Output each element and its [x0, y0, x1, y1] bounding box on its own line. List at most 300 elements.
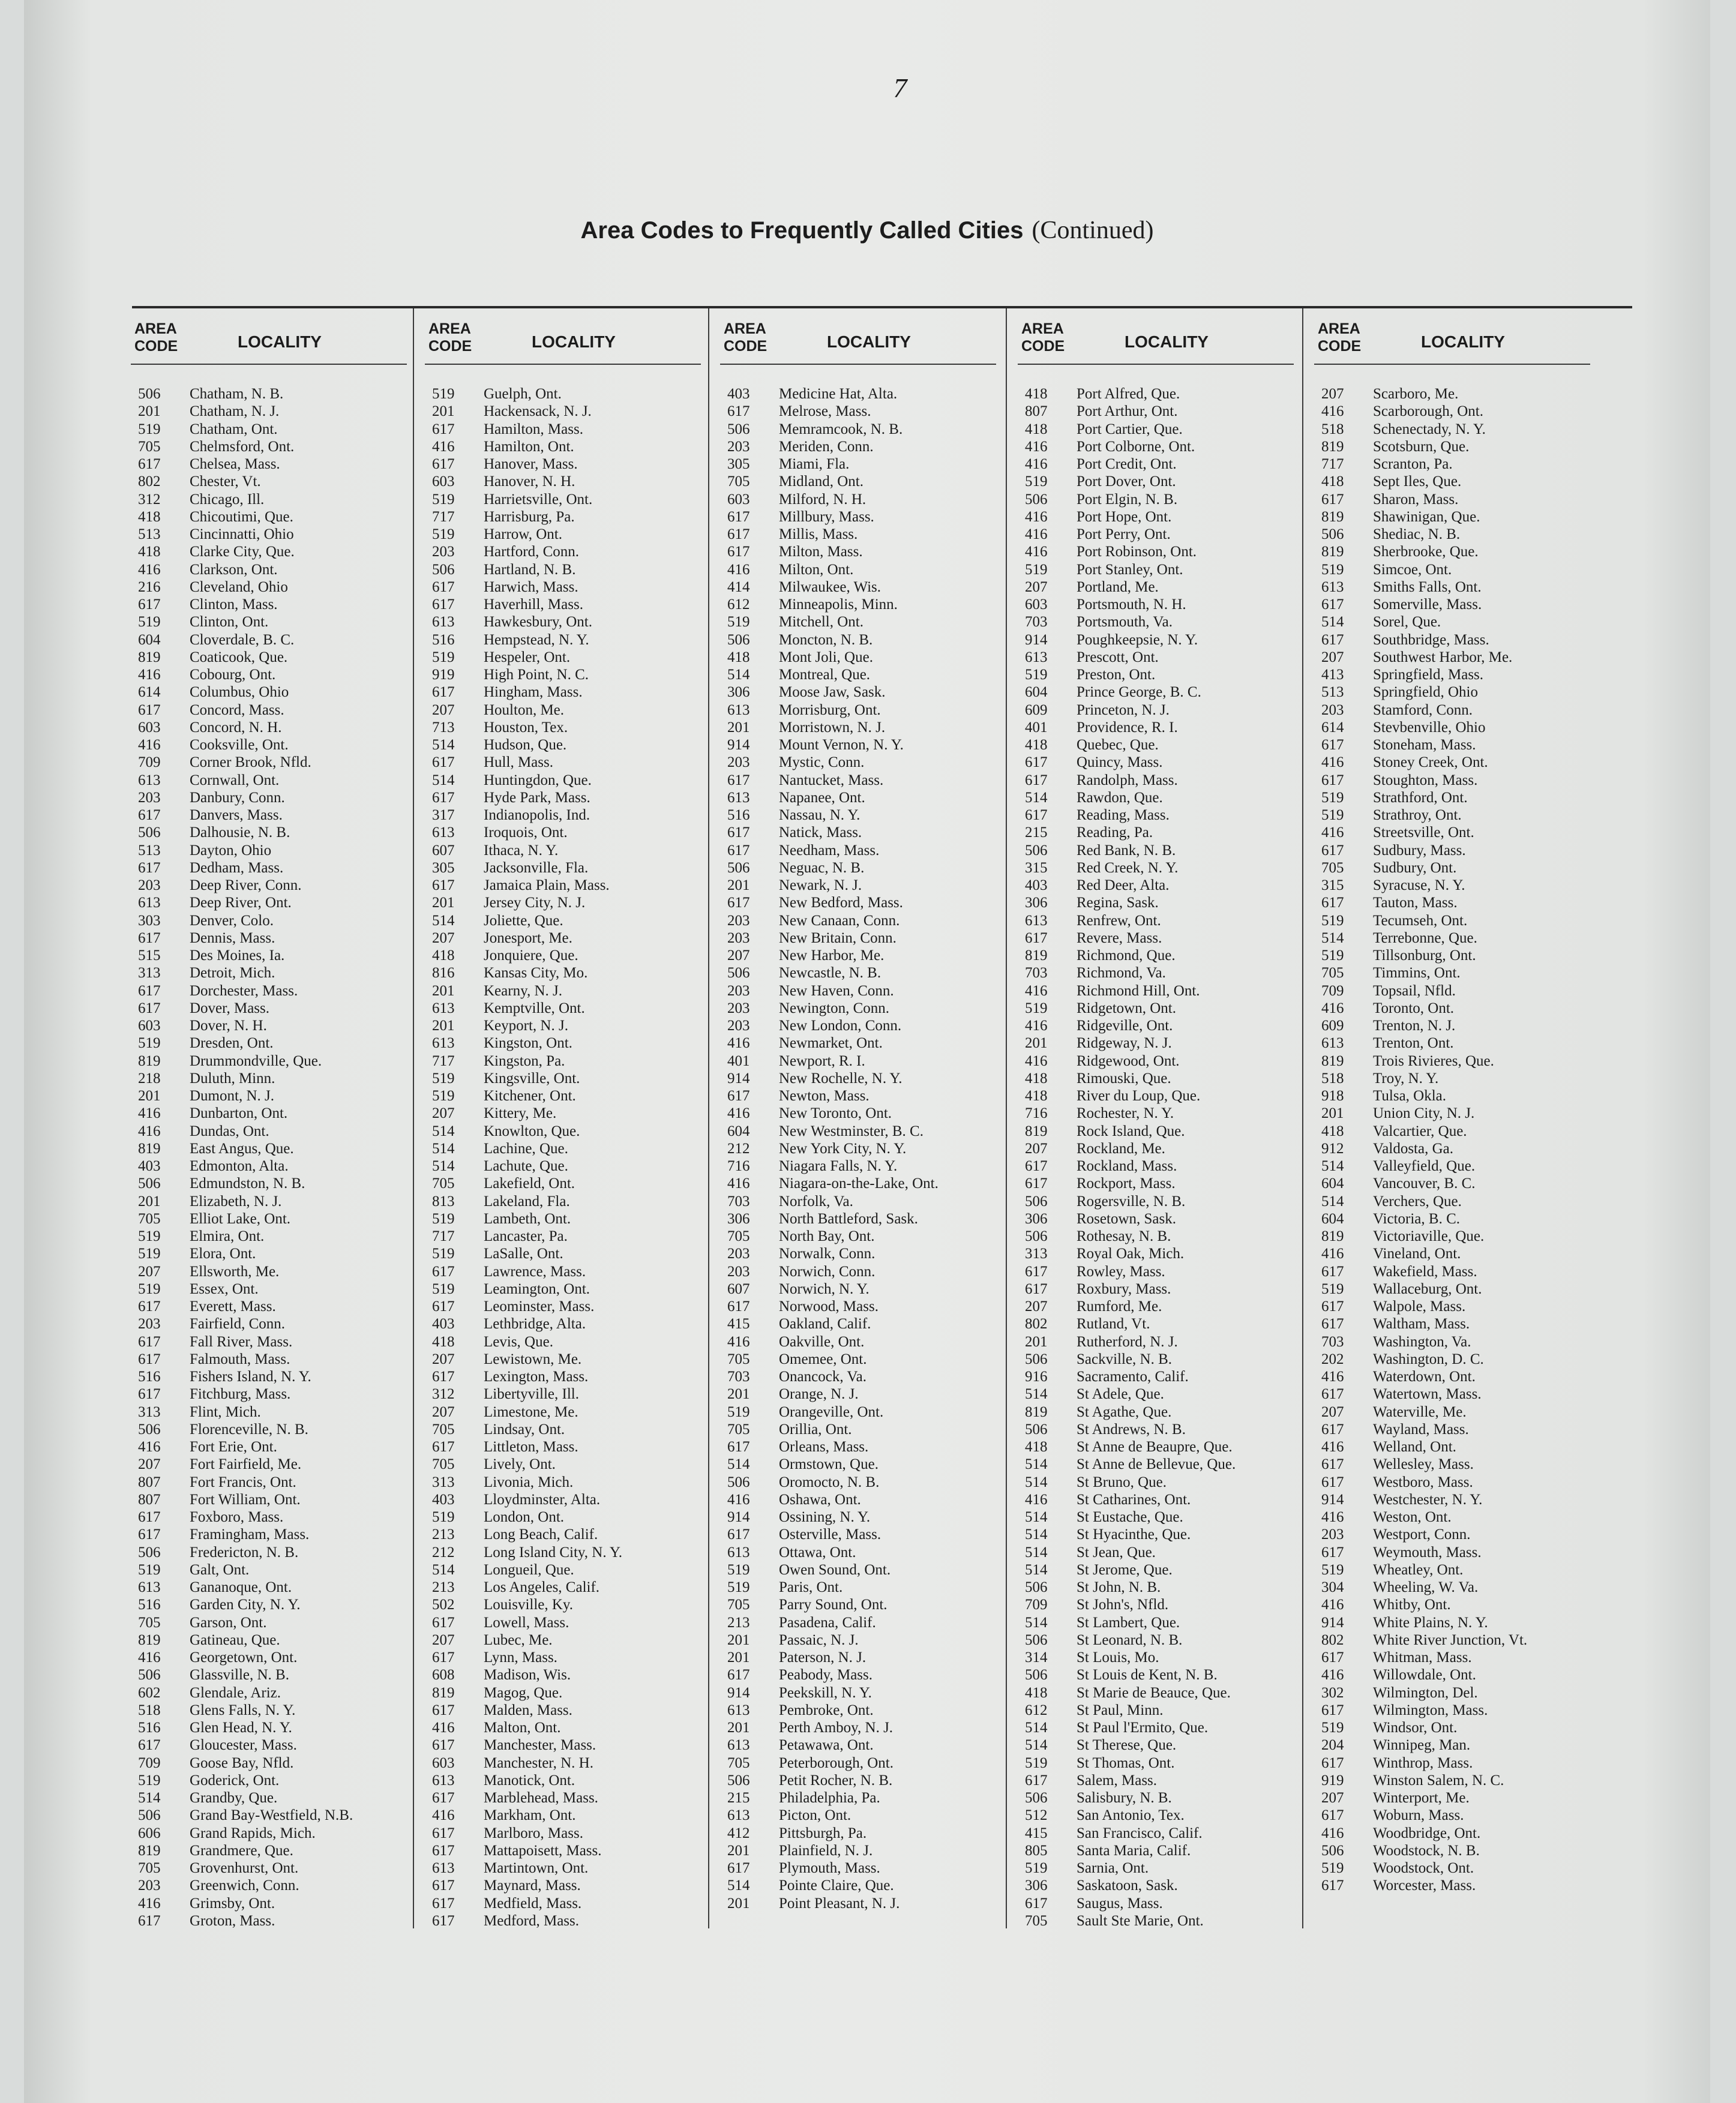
area-code: 514: [727, 1877, 750, 1894]
locality: Whitman, Mass.: [1373, 1649, 1472, 1666]
list-item: [1018, 491, 1315, 508]
locality: Lloydminster, Alta.: [484, 1491, 601, 1508]
locality: Jacksonville, Fla.: [484, 859, 589, 876]
locality: Southbridge, Mass.: [1373, 631, 1489, 648]
locality: Valdosta, Ga.: [1373, 1140, 1453, 1157]
list-item: [1018, 947, 1315, 964]
locality: New Toronto, Ont.: [779, 1105, 892, 1122]
locality: Mont Joli, Que.: [779, 649, 873, 665]
locality: Essex, Ont.: [190, 1280, 259, 1297]
list-item: [131, 1298, 428, 1315]
area-code: 416: [1025, 982, 1048, 999]
area-code: 519: [138, 1246, 161, 1262]
locality: Chatham, N. B.: [190, 386, 284, 402]
area-code: 519: [138, 614, 161, 631]
page-title: [24, 216, 1710, 245]
list-item: [1314, 1579, 1611, 1596]
locality: St Thomas, Ont.: [1077, 1754, 1175, 1771]
area-code: 617: [1025, 1158, 1048, 1174]
column-header-rule: [1314, 364, 1590, 365]
locality: Winnipeg, Man.: [1373, 1737, 1471, 1754]
area-code: 716: [727, 1158, 750, 1174]
locality: Smiths Falls, Ont.: [1373, 578, 1482, 595]
list-item: [1314, 421, 1611, 438]
area-code: 201: [432, 403, 455, 420]
area-code: 617: [1025, 929, 1048, 946]
locality: Whitby, Ont.: [1373, 1597, 1451, 1613]
area-code: 207: [1025, 578, 1048, 595]
area-code: 416: [138, 1895, 161, 1912]
area-code: 816: [432, 965, 455, 982]
locality: Strathroy, Ont.: [1373, 807, 1462, 823]
area-code: 617: [138, 1298, 161, 1315]
list-item: [720, 491, 1017, 508]
list-item: [1314, 1280, 1611, 1298]
area-code: 603: [1025, 596, 1048, 613]
locality: Hanover, N. H.: [484, 473, 575, 490]
locality: Port Alfred, Que.: [1077, 386, 1180, 402]
area-code: 215: [1025, 824, 1048, 841]
list-item: [425, 877, 722, 894]
list-item: [1314, 1210, 1611, 1228]
column-2: [425, 308, 722, 1928]
area-code: 403: [432, 1491, 455, 1508]
list-item: [131, 1034, 428, 1052]
locality: Dorchester, Mass.: [190, 982, 298, 999]
locality: St Andrews, N. B.: [1077, 1421, 1186, 1438]
list-item: [1314, 1421, 1611, 1438]
list-item: [1314, 1052, 1611, 1070]
area-code: 418: [1025, 737, 1048, 753]
list-item: [1314, 1474, 1611, 1491]
area-code: 819: [1025, 1403, 1048, 1420]
list-item: [425, 1000, 722, 1017]
area-code: 617: [138, 1526, 161, 1543]
list-item: [131, 1614, 428, 1631]
locality: Port Arthur, Ont.: [1077, 403, 1178, 420]
list-item: [720, 1000, 1017, 1017]
area-code: 506: [1025, 491, 1048, 508]
locality: Grimsby, Ont.: [190, 1895, 275, 1912]
list-item: [131, 1333, 428, 1351]
column-header-rule: [720, 364, 996, 365]
locality: Saskatoon, Sask.: [1077, 1877, 1178, 1894]
locality: Red Deer, Alta.: [1077, 877, 1170, 893]
list-item: [720, 1508, 1017, 1526]
area-code: 203: [727, 912, 750, 929]
area-code: 506: [1025, 1790, 1048, 1806]
list-item: [720, 719, 1017, 736]
list-item: [425, 982, 722, 1000]
area-code: 614: [1321, 719, 1344, 736]
area-code: 207: [432, 1351, 455, 1367]
locality: Millbury, Mass.: [779, 508, 874, 525]
area-code: 617: [1321, 1421, 1344, 1438]
list-item: [1018, 1544, 1315, 1561]
area-code: 617: [1321, 491, 1344, 508]
locality: Dumont, N. J.: [190, 1088, 274, 1104]
locality: Harrow, Ont.: [484, 526, 562, 542]
area-code: 518: [138, 1702, 161, 1718]
list-item: [1314, 438, 1611, 455]
locality: Fort Francis, Ont.: [190, 1474, 296, 1490]
locality: London, Ont.: [484, 1509, 565, 1525]
list-item: [131, 1895, 428, 1912]
area-code: 705: [138, 438, 161, 455]
list-item: [131, 1245, 428, 1262]
locality: Hull, Mass.: [484, 754, 553, 771]
list-item: [1314, 1614, 1611, 1631]
list-item: [1314, 1596, 1611, 1613]
list-item: [1018, 1789, 1315, 1807]
area-code: 518: [1321, 421, 1344, 437]
area-code: 514: [1025, 1456, 1048, 1473]
area-code: 617: [1321, 1702, 1344, 1718]
list-item: [720, 1666, 1017, 1684]
locality: New Westminster, B. C.: [779, 1123, 924, 1139]
locality: Renfrew, Ont.: [1077, 912, 1161, 929]
list-item: [720, 1561, 1017, 1579]
locality: Chicago, Ill.: [190, 491, 265, 508]
area-code: 717: [1321, 456, 1344, 472]
locality: Edmundston, N. B.: [190, 1175, 305, 1192]
list-item: [720, 438, 1017, 455]
list-item: [1314, 1245, 1611, 1262]
locality: Scarborough, Ont.: [1373, 403, 1483, 420]
area-code: 416: [1025, 508, 1048, 525]
list-item: [1314, 789, 1611, 806]
list-item: [1314, 631, 1611, 649]
column-divider: [708, 308, 709, 1928]
locality: Dedham, Mass.: [190, 859, 284, 876]
locality: Cleveland, Ohio: [190, 578, 288, 595]
locality: Columbus, Ohio: [190, 684, 289, 701]
list-item: [720, 1333, 1017, 1351]
locality: Houston, Tex.: [484, 719, 568, 736]
list-item: [1018, 964, 1315, 982]
list-item: [131, 1456, 428, 1473]
area-code: 413: [1321, 667, 1344, 683]
list-item: [1018, 1070, 1315, 1087]
list-item: [425, 578, 722, 596]
locality: Lewistown, Me.: [484, 1351, 582, 1367]
area-code: 617: [1025, 1280, 1048, 1297]
area-code: 617: [432, 1649, 455, 1666]
locality: Plainfield, N. J.: [779, 1842, 873, 1859]
locality: Grandmere, Que.: [190, 1842, 293, 1859]
area-code: 306: [1025, 895, 1048, 911]
locality: Fall River, Mass.: [190, 1333, 293, 1350]
locality: Des Moines, Ia.: [190, 947, 285, 964]
locality: Sackville, N. B.: [1077, 1351, 1173, 1367]
area-code: 519: [1321, 1561, 1344, 1578]
locality: Everett, Mass.: [190, 1298, 276, 1315]
area-code: 201: [727, 1386, 750, 1403]
area-code: 416: [1321, 824, 1344, 841]
locality: Tauton, Mass.: [1373, 895, 1458, 911]
list-item: [1018, 982, 1315, 1000]
area-code: 506: [1025, 842, 1048, 859]
area-code: 201: [138, 1193, 161, 1210]
locality: Kitchener, Ont.: [484, 1088, 576, 1104]
list-item: [1314, 385, 1611, 403]
locality: Pointe Claire, Que.: [779, 1877, 894, 1894]
area-code: 514: [1321, 1193, 1344, 1210]
list-item: [1314, 929, 1611, 947]
area-code-header: AREA CODE: [724, 320, 767, 355]
locality: Royal Oak, Mich.: [1077, 1246, 1185, 1262]
area-code: 207: [432, 929, 455, 946]
locality: Providence, R. I.: [1077, 719, 1178, 736]
area-code: 412: [727, 1825, 750, 1841]
list-item: [1018, 1825, 1315, 1842]
locality: Long Beach, Calif.: [484, 1526, 598, 1543]
list-item: [1018, 1736, 1315, 1754]
locality: Sharon, Mass.: [1373, 491, 1459, 508]
locality: Newark, N. J.: [779, 877, 862, 893]
list-item: [425, 1368, 722, 1385]
list-item: [720, 578, 1017, 596]
locality: St John, N. B.: [1077, 1579, 1161, 1595]
list-item: [1314, 1719, 1611, 1736]
locality: Joliette, Que.: [484, 912, 563, 929]
locality: Washington, Va.: [1373, 1333, 1471, 1350]
list-item: [720, 1474, 1017, 1491]
locality: Cooksville, Ont.: [190, 737, 289, 753]
area-code: 207: [1321, 1403, 1344, 1420]
area-code: 613: [138, 772, 161, 788]
locality: White Plains, N. Y.: [1373, 1614, 1488, 1631]
locality: Wakefield, Mass.: [1373, 1263, 1477, 1280]
area-code: 506: [1025, 1193, 1048, 1210]
list-item: [1018, 719, 1315, 736]
list-item: [425, 1298, 722, 1315]
locality: Wheeling, W. Va.: [1373, 1579, 1479, 1595]
list-item: [720, 947, 1017, 964]
list-item: [131, 683, 428, 701]
area-code: 705: [1025, 1912, 1048, 1929]
locality: Hamilton, Ont.: [484, 438, 574, 455]
area-code: 418: [138, 544, 161, 560]
locality: Jamaica Plain, Mass.: [484, 877, 610, 893]
locality: Clarkson, Ont.: [190, 561, 278, 578]
locality: Rock Island, Que.: [1077, 1123, 1185, 1139]
area-code: 416: [727, 561, 750, 578]
list-item: [425, 1421, 722, 1438]
locality: Omemee, Ont.: [779, 1351, 867, 1367]
title-continued: (Continued): [1032, 217, 1154, 244]
list-item: [425, 1351, 722, 1368]
list-item: [1314, 1315, 1611, 1333]
locality: Levis, Que.: [484, 1333, 553, 1350]
list-item: [1314, 1140, 1611, 1157]
locality: Niagara Falls, N. Y.: [779, 1158, 898, 1174]
list-item: [131, 1351, 428, 1368]
locality: St Anne de Beaupre, Que.: [1077, 1439, 1233, 1455]
list-item: [1314, 613, 1611, 631]
area-code: 617: [138, 1333, 161, 1350]
locality: Chester, Vt.: [190, 473, 261, 490]
locality: Guelph, Ont.: [484, 386, 562, 402]
area-code: 519: [727, 1403, 750, 1420]
list-item: [1018, 1333, 1315, 1351]
locality: Tillsonburg, Ont.: [1373, 947, 1476, 964]
locality: Norwich, N. Y.: [779, 1280, 870, 1297]
locality: St Hyacinthe, Que.: [1077, 1526, 1191, 1543]
area-code: 613: [1025, 912, 1048, 929]
area-code: 416: [1025, 1052, 1048, 1069]
locality: Concord, Mass.: [190, 701, 284, 718]
area-code: 418: [727, 649, 750, 665]
area-code: 313: [1025, 1246, 1048, 1262]
area-code: 819: [1321, 508, 1344, 525]
list-item: [1018, 1315, 1315, 1333]
list-item: [425, 543, 722, 560]
list-item: [1018, 789, 1315, 806]
area-code: 416: [727, 1491, 750, 1508]
locality: St Jerome, Que.: [1077, 1561, 1173, 1578]
list-item: [720, 1052, 1017, 1070]
area-code: 201: [1025, 1035, 1048, 1052]
list-item: [425, 1719, 722, 1736]
list-item: [425, 1456, 722, 1473]
area-code: 805: [1025, 1842, 1048, 1859]
list-item: [1018, 473, 1315, 490]
locality: Simcoe, Ont.: [1373, 561, 1452, 578]
locality: Fairfield, Conn.: [190, 1316, 286, 1333]
area-code: 617: [1025, 772, 1048, 788]
locality: Preston, Ont.: [1077, 667, 1156, 683]
locality: Wheatley, Ont.: [1373, 1561, 1464, 1578]
list-item: [1018, 806, 1315, 824]
locality: Manchester, Mass.: [484, 1737, 596, 1754]
area-code: 514: [727, 667, 750, 683]
locality: Stoughton, Mass.: [1373, 772, 1478, 788]
area-code: 717: [432, 508, 455, 525]
list-item: [1314, 1544, 1611, 1561]
area-code: 207: [138, 1456, 161, 1473]
list-item: [1018, 1649, 1315, 1666]
area-code: 914: [1025, 631, 1048, 648]
area-code: 617: [432, 1439, 455, 1455]
list-item: [131, 1000, 428, 1017]
list-item: [425, 1315, 722, 1333]
area-code: 617: [432, 456, 455, 472]
area-code: 519: [432, 386, 455, 402]
list-item: [1314, 1649, 1611, 1666]
area-code: 617: [1321, 1754, 1344, 1771]
locality: Vineland, Ont.: [1373, 1246, 1461, 1262]
list-item: [131, 842, 428, 859]
locality: Jersey City, N. J.: [484, 895, 586, 911]
column-header: [1314, 308, 1611, 368]
locality: Rutherford, N. J.: [1077, 1333, 1178, 1350]
area-code: 207: [432, 1631, 455, 1648]
list-item: [425, 1702, 722, 1719]
area-code: 416: [138, 737, 161, 753]
list-item: [1314, 1842, 1611, 1859]
locality: Cornwall, Ont.: [190, 772, 280, 788]
locality: Richmond Hill, Ont.: [1077, 982, 1200, 999]
area-code: 617: [1321, 772, 1344, 788]
area-code: 203: [727, 1263, 750, 1280]
area-code: 506: [1321, 1842, 1344, 1859]
locality: Hyde Park, Mass.: [484, 789, 590, 806]
area-code: 519: [138, 1035, 161, 1052]
locality: Reading, Pa.: [1077, 824, 1153, 841]
area-code: 201: [138, 1088, 161, 1104]
area-code: 207: [1321, 649, 1344, 665]
area-code: 519: [432, 649, 455, 665]
list-item: [1018, 683, 1315, 701]
list-item: [131, 912, 428, 929]
list-item: [425, 947, 722, 964]
list-item: [425, 438, 722, 455]
locality: Lachute, Que.: [484, 1158, 568, 1174]
list-item: [1018, 666, 1315, 683]
area-code: 416: [432, 1807, 455, 1824]
list-item: [425, 508, 722, 526]
list-item: [131, 543, 428, 560]
area-code: 418: [1025, 386, 1048, 402]
area-code: 617: [432, 1298, 455, 1315]
area-code: 617: [727, 1298, 750, 1315]
area-code: 401: [1025, 719, 1048, 736]
list-item: [131, 1403, 428, 1421]
area-code: 613: [432, 1772, 455, 1789]
locality: Harrisburg, Pa.: [484, 508, 575, 525]
area-code: 514: [1025, 1544, 1048, 1561]
area-code-header: AREA CODE: [134, 320, 178, 355]
area-code: 916: [1025, 1369, 1048, 1385]
list-item: [1314, 649, 1611, 666]
list-item: [425, 526, 722, 543]
locality: Millis, Mass.: [779, 526, 858, 542]
locality: Wayland, Mass.: [1373, 1421, 1469, 1438]
area-code: 514: [1321, 929, 1344, 946]
area-code-header: AREA CODE: [428, 320, 472, 355]
area-code: 512: [1025, 1807, 1048, 1824]
area-code: 617: [432, 1912, 455, 1929]
list-item: [1314, 1754, 1611, 1772]
list-item: [720, 1351, 1017, 1368]
area-code: 202: [1321, 1351, 1344, 1367]
list-item: [131, 1631, 428, 1649]
locality: Duluth, Minn.: [190, 1070, 275, 1087]
area-code: 604: [138, 631, 161, 648]
area-code: 416: [432, 1720, 455, 1736]
area-code: 604: [1321, 1175, 1344, 1192]
locality: Oshawa, Ont.: [779, 1491, 861, 1508]
area-code: 519: [1321, 1860, 1344, 1876]
locality: Clarke City, Que.: [190, 544, 295, 560]
locality: Sept Iles, Que.: [1373, 473, 1462, 490]
locality: Marblehead, Mass.: [484, 1790, 598, 1806]
area-code: 914: [727, 1070, 750, 1087]
list-item: [425, 894, 722, 911]
area-code: 302: [1321, 1684, 1344, 1701]
locality: St Louis, Mo.: [1077, 1649, 1159, 1666]
locality: Corner Brook, Nfld.: [190, 754, 311, 771]
area-code: 519: [432, 1509, 455, 1525]
locality: Richmond, Que.: [1077, 947, 1176, 964]
area-code: 416: [727, 1175, 750, 1192]
column-1: [131, 308, 428, 1928]
locality: Clinton, Mass.: [190, 596, 278, 613]
locality: Stamford, Conn.: [1373, 701, 1473, 718]
area-code: 617: [727, 1088, 750, 1104]
list-item: [1018, 1175, 1315, 1192]
